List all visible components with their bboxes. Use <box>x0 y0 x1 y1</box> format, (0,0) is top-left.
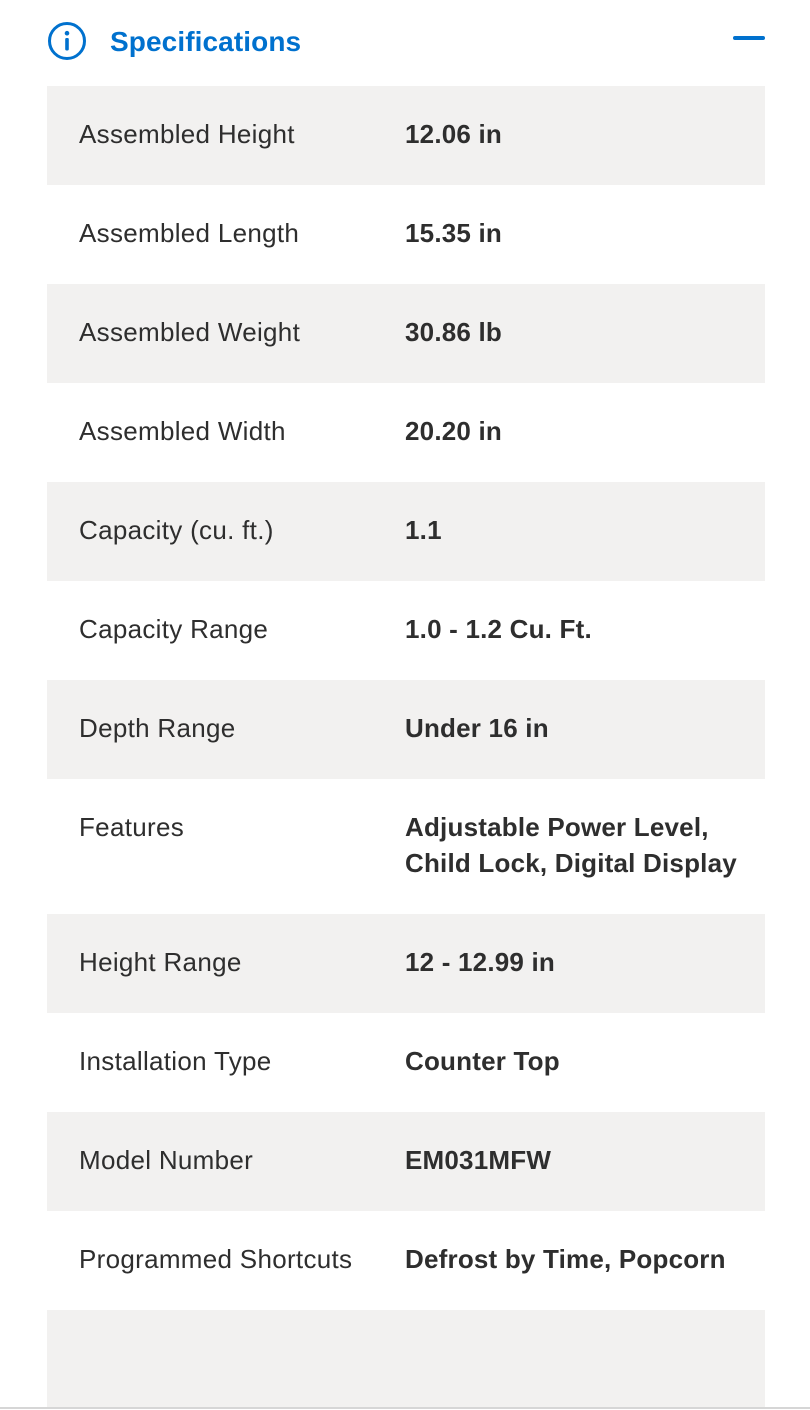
spec-row <box>47 779 765 914</box>
spec-value: 1.0 - 1.2 Cu. Ft. <box>405 614 592 644</box>
spec-value: 12.06 in <box>405 119 502 149</box>
spec-value: 12 - 12.99 in <box>405 947 556 977</box>
spec-label: Capacity Range <box>79 614 269 644</box>
spec-row <box>47 581 765 680</box>
spec-row <box>47 1211 765 1310</box>
spec-value: 15.35 in <box>405 218 502 248</box>
spec-label: Model Number <box>79 1145 254 1175</box>
specifications-header[interactable] <box>47 0 765 86</box>
spec-row <box>47 185 765 284</box>
spec-label: Depth Range <box>79 713 236 743</box>
info-icon <box>47 21 87 61</box>
spec-row <box>47 284 765 383</box>
bottom-divider <box>0 1407 810 1409</box>
spec-row <box>47 383 765 482</box>
spec-value: Adjustable Power Level, Child Lock, Digital Display <box>405 812 737 878</box>
spec-label: Assembled Length <box>79 218 300 248</box>
spec-value: 30.86 lb <box>405 317 502 347</box>
spec-value: EM031MFW <box>405 1145 552 1175</box>
minus-icon[interactable] <box>733 28 765 48</box>
section-title: Specifications <box>110 25 302 57</box>
spec-label: Assembled Weight <box>79 317 301 347</box>
spec-label: Capacity (cu. ft.) <box>79 515 274 545</box>
spec-label: Programmed Shortcuts <box>79 1244 353 1274</box>
spec-row <box>47 1013 765 1112</box>
spec-value: Counter Top <box>405 1046 560 1076</box>
spec-label: Assembled Width <box>79 416 286 446</box>
spec-row <box>47 1112 765 1211</box>
spec-row <box>47 86 765 185</box>
spec-row <box>47 914 765 1013</box>
spec-value: 20.20 in <box>405 416 502 446</box>
spec-row <box>47 680 765 779</box>
spec-row <box>47 1310 765 1409</box>
spec-label: Assembled Height <box>79 119 295 149</box>
spec-row <box>47 482 765 581</box>
spec-label: Installation Type <box>79 1046 272 1076</box>
spec-value: Under 16 in <box>405 713 549 743</box>
spec-value: 1.1 <box>405 515 442 545</box>
spec-label: Height Range <box>79 947 242 977</box>
spec-value: Defrost by Time, Popcorn <box>405 1244 726 1274</box>
spec-label: Features <box>79 812 185 842</box>
spec-table <box>47 86 765 1409</box>
